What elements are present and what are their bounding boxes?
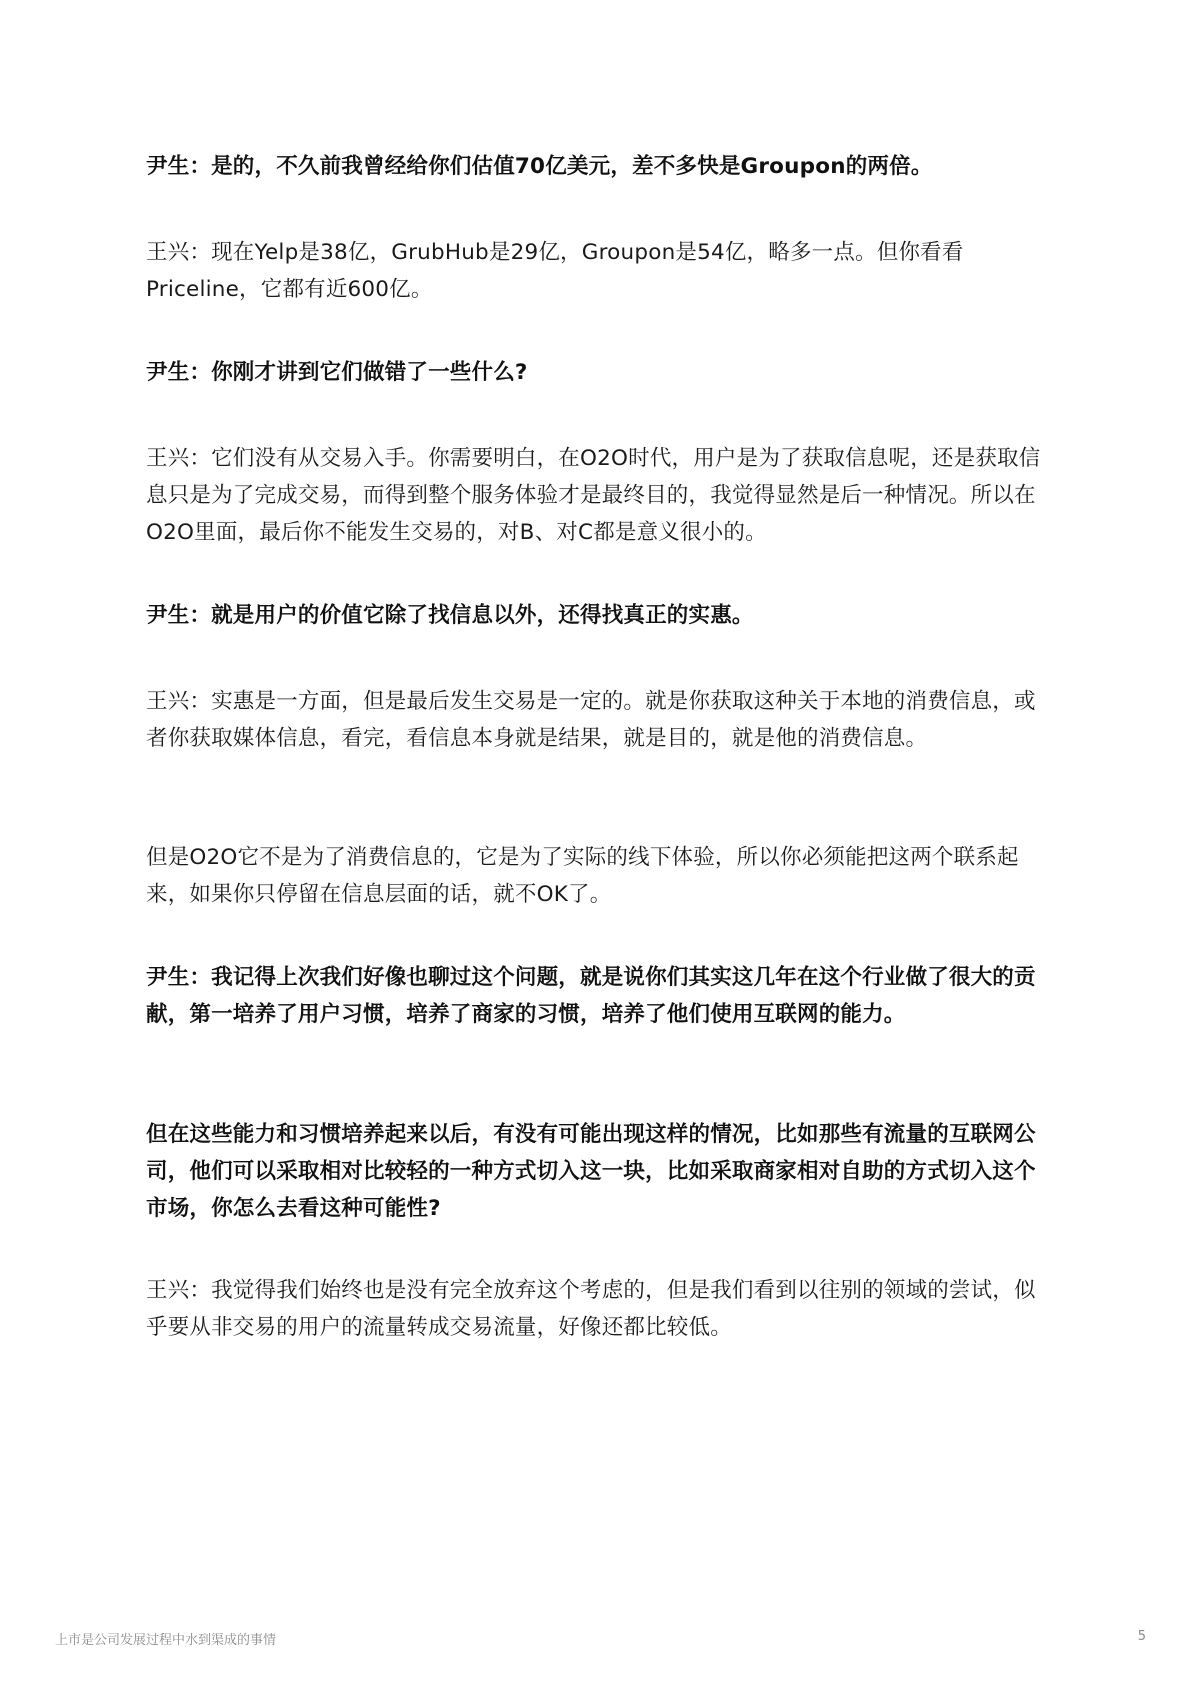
- paragraph-answer: 王兴：它们没有从交易入手。你需要明白，在O2O时代，用户是为了获取信息呢，还是获取信息只是为了完成交易，而得到整个服务体验才是最终目的，我觉得显然是后一种情况。所以在O2O里面，最后你不能发生交易的，对B、对C都是意义很小的。: [146, 446, 1041, 545]
- paragraph-question: 尹生：我记得上次我们好像也聊过这个问题，就是说你们其实这几年在这个行业做了很大的贡献，第一培养了用户习惯，培养了商家的习惯，培养了他们使用互联网的能力。: [146, 965, 1036, 1027]
- paragraph-answer: 王兴：我觉得我们始终也是没有完全放弃这个考虑的，但是我们看到以往别的领域的尝试，似乎要从非交易的用户的流量转成交易流量，好像还都比较低。: [146, 1278, 1036, 1340]
- page-number: 5: [1137, 1629, 1146, 1644]
- paragraph-answer: 王兴：现在Yelp是38亿，GrubHub是29亿，Groupon是54亿，略多一点。但你看看Priceline，它都有近600亿。: [146, 240, 964, 302]
- paragraph-question: 尹生：就是用户的价值它除了找信息以外，还得找真正的实惠。: [146, 603, 754, 628]
- paragraph-answer: 王兴：实惠是一方面，但是最后发生交易是一定的。就是你获取这种关于本地的消费信息，或者你获取媒体信息，看完，看信息本身就是结果，就是目的，就是他的消费信息。: [146, 689, 1036, 751]
- footer-title: 上市是公司发展过程中水到渠成的事情: [55, 1633, 277, 1648]
- paragraph-answer: 但是O2O它不是为了消费信息的，它是为了实际的线下体验，所以你必须能把这两个联系起来，如果你只停留在信息层面的话，就不OK了。: [146, 845, 1019, 907]
- paragraph-question: 尹生：是的，不久前我曾经给你们估值70亿美元，差不多快是Groupon的两倍。: [146, 154, 933, 179]
- paragraph-question: 但在这些能力和习惯培养起来以后，有没有可能出现这样的情况，比如那些有流量的互联网公司，他们可以采取相对比较轻的一种方式切入这一块，比如采取商家相对自助的方式切入这个市场，你怎么去看这种可能性?: [146, 1122, 1036, 1221]
- paragraph-question: 尹生：你刚才讲到它们做错了一些什么?: [146, 360, 528, 385]
